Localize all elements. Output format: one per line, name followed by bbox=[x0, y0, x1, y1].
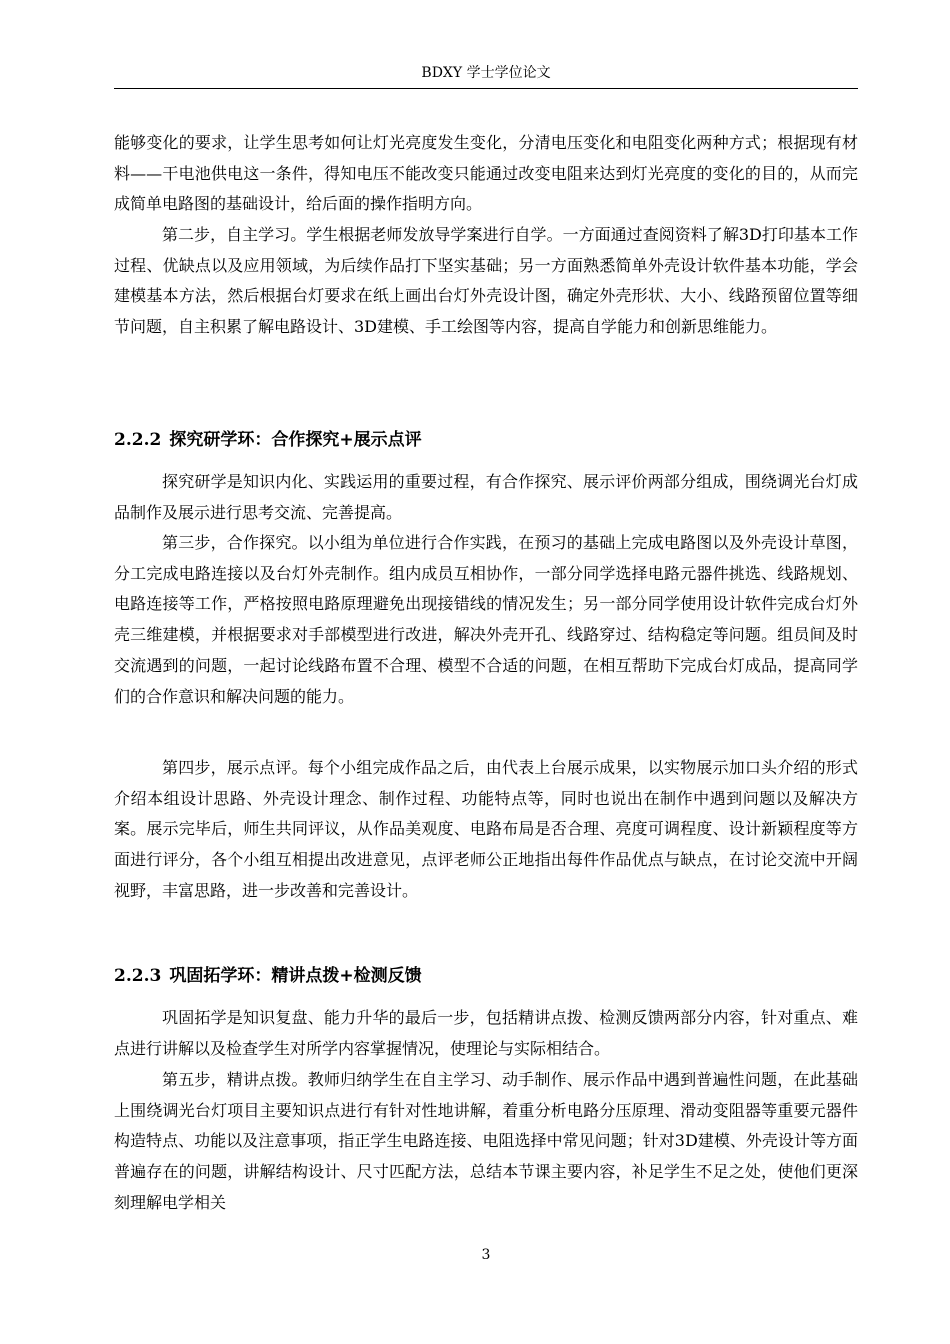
paragraph-5: 第四步，展示点评。每个小组完成作品之后，由代表上台展示成果，以实物展示加口头介绍的形式介绍本组设计思路、外壳设计理念、制作过程、功能特点等，同时也说出在制作中遇到问题以及解决方案。展示完毕后，师生共同评议，从作品美观度、电路布局是否合理、亮度可调程度、设计新颖程度等方面进行评分，各个小组互相提出改进意见，点评老师公正地指出每件作品优点与缺点，在讨论交流中开阔视野，丰富思路，进一步改善和完善设计。 bbox=[114, 758, 858, 900]
header-rule bbox=[114, 88, 858, 89]
paragraph-1: 能够变化的要求，让学生思考如何让灯光亮度发生变化，分清电压变化和电阻变化两种方式；根据现有材料——干电池供电这一条件，得知电压不能改变只能通过改变电阻来达到灯光亮度的变化的目的，从而完成简单电路图的基础设计，给后面的操作指明方向。 bbox=[114, 133, 858, 214]
section-number: 2.2.3 bbox=[114, 966, 162, 986]
page-number: 3 bbox=[481, 1247, 491, 1263]
section-heading-2-2-2 bbox=[114, 426, 858, 454]
paragraph-7: 第五步，精讲点拨。教师归纳学生在自主学习、动手制作、展示作品中遇到普遍性问题，在此基础上围绕调光台灯项目主要知识点进行有针对性地讲解，着重分析电路分压原理、滑动变阻器等重要元器件构造特点、功能以及注意事项，指正学生电路连接、电阻选择中常见问题；针对3D建模、外壳设计等方面普遍存在的问题，讲解结构设计、尺寸匹配方法，总结本节课主要内容，补足学生不足之处，使他们更深刻理解电学相关 bbox=[114, 1070, 858, 1212]
paragraph-3: 探究研学是知识内化、实践运用的重要过程，有合作探究、展示评价两部分组成，围绕调光台灯成品制作及展示进行思考交流、完善提高。 bbox=[114, 472, 858, 522]
section-title: 巩固拓学环：精讲点拨+检测反馈 bbox=[169, 966, 422, 986]
section-title: 探究研学环：合作探究+展示点评 bbox=[169, 430, 422, 450]
paragraph-4: 第三步，合作探究。以小组为单位进行合作实践，在预习的基础上完成电路图以及外壳设计草图，分工完成电路连接以及台灯外壳制作。组内成员互相协作，一部分同学选择电路元器件挑选、线路规划、电路连接等工作，严格按照电路原理避免出现接错线的情况发生；另一部分同学使用设计软件完成台灯外壳三维建模，并根据要求对手部模型进行改进，解决外壳开孔、线路穿过、结构稳定等问题。组员间及时交流遇到的问题，一起讨论线路布置不合理、模型不合适的问题，在相互帮助下完成台灯成品，提高同学们的合作意识和解决问题的能力。 bbox=[114, 533, 858, 706]
section-number: 2.2.2 bbox=[114, 430, 162, 450]
paragraph-2: 第二步，自主学习。学生根据老师发放导学案进行自学。一方面通过查阅资料了解3D打印基本工作过程、优缺点以及应用领域，为后续作品打下坚实基础；另一方面熟悉简单外壳设计软件基本功能，学会建模基本方法，然后根据台灯要求在纸上画出台灯外壳设计图，确定外壳形状、大小、线路预留位置等细节问题，自主积累了解电路设计、3D建模、手工绘图等内容，提高自学能力和创新思维能力。 bbox=[114, 225, 858, 337]
running-header: BDXY 学士学位论文 bbox=[421, 65, 551, 81]
section-heading-2-2-3 bbox=[114, 962, 858, 990]
paragraph-6: 巩固拓学是知识复盘、能力升华的最后一步，包括精讲点拨、检测反馈两部分内容，针对重点、难点进行讲解以及检查学生对所学内容掌握情况，使理论与实际相结合。 bbox=[114, 1008, 858, 1058]
